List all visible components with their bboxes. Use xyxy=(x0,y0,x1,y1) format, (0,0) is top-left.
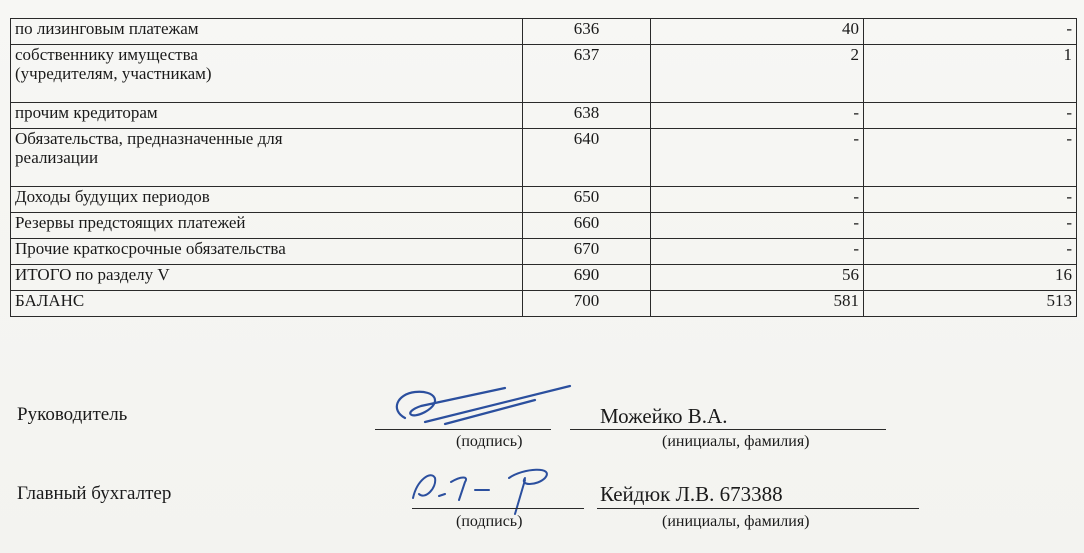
row-name: БАЛАНС xyxy=(11,291,523,317)
director-signature-line xyxy=(375,429,551,430)
row-code: 690 xyxy=(523,265,651,291)
table-row xyxy=(11,291,1077,317)
table-row xyxy=(11,265,1077,291)
row-name: по лизинговым платежам xyxy=(11,19,523,45)
director-name-line xyxy=(570,429,886,430)
row-code: 700 xyxy=(523,291,651,317)
table-row xyxy=(11,239,1077,265)
table-row xyxy=(11,213,1077,239)
table-row xyxy=(11,129,1077,187)
table-row xyxy=(11,45,1077,103)
accountant-name: Кейдюк Л.В. 673388 xyxy=(600,482,783,506)
director-name-caption: (инициалы, фамилия) xyxy=(662,433,810,450)
row-name: Обязательства, предназначенные для реализации xyxy=(11,129,523,187)
row-value-current: 40 xyxy=(651,19,864,45)
row-value-previous: - xyxy=(864,213,1077,239)
row-name: ИТОГО по разделу V xyxy=(11,265,523,291)
row-code: 640 xyxy=(523,129,651,187)
row-value-previous: - xyxy=(864,103,1077,129)
accountant-signature-caption: (подпись) xyxy=(456,513,523,530)
row-value-previous: 16 xyxy=(864,265,1077,291)
row-code: 670 xyxy=(523,239,651,265)
row-code: 638 xyxy=(523,103,651,129)
row-name: Доходы будущих периодов xyxy=(11,187,523,213)
signature-block xyxy=(0,380,1084,553)
row-value-current: - xyxy=(651,129,864,187)
accountant-name-line xyxy=(597,508,919,509)
accountant-signature-line xyxy=(412,508,584,509)
row-name: Резервы предстоящих платежей xyxy=(11,213,523,239)
row-name: Прочие краткосрочные обязательства xyxy=(11,239,523,265)
row-code: 637 xyxy=(523,45,651,103)
row-value-current: - xyxy=(651,103,864,129)
row-value-current: - xyxy=(651,213,864,239)
row-name: прочим кредиторам xyxy=(11,103,523,129)
row-value-previous: - xyxy=(864,19,1077,45)
row-code: 660 xyxy=(523,213,651,239)
row-value-previous: - xyxy=(864,187,1077,213)
director-name: Можейко В.А. xyxy=(600,404,728,428)
accountant-name-caption: (инициалы, фамилия) xyxy=(662,513,810,530)
row-value-current: 56 xyxy=(651,265,864,291)
row-value-current: - xyxy=(651,187,864,213)
row-value-previous: 1 xyxy=(864,45,1077,103)
table-row xyxy=(11,187,1077,213)
balance-table xyxy=(10,18,1077,317)
row-code: 650 xyxy=(523,187,651,213)
row-value-current: 581 xyxy=(651,291,864,317)
director-signature-caption: (подпись) xyxy=(456,433,523,450)
table-row xyxy=(11,103,1077,129)
director-role-label: Руководитель xyxy=(17,404,128,425)
row-value-current: - xyxy=(651,239,864,265)
row-code: 636 xyxy=(523,19,651,45)
accountant-role-label: Главный бухгалтер xyxy=(17,483,172,504)
row-value-previous: - xyxy=(864,129,1077,187)
row-name: собственнику имущества (учредителям, участникам) xyxy=(11,45,523,103)
row-value-previous: 513 xyxy=(864,291,1077,317)
table-row xyxy=(11,19,1077,45)
row-value-previous: - xyxy=(864,239,1077,265)
row-value-current: 2 xyxy=(651,45,864,103)
